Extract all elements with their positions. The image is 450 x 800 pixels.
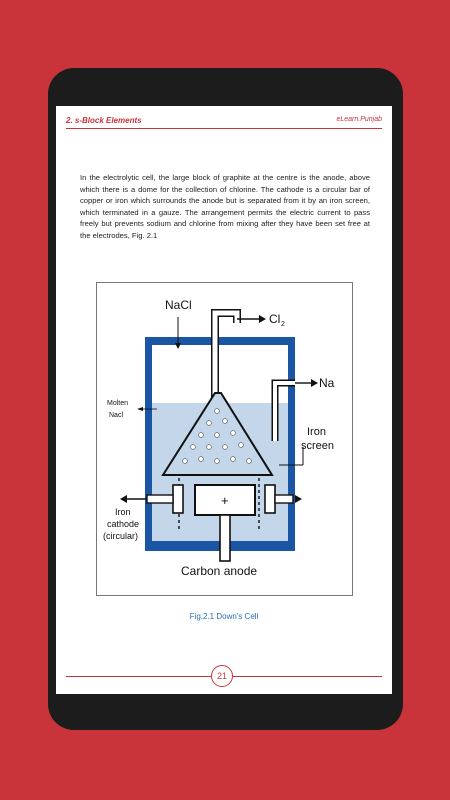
- page-number: 21: [211, 665, 233, 687]
- cathode-rod-left: [147, 495, 173, 503]
- label-iron-cathode-2: cathode: [107, 519, 140, 529]
- label-nacl: NaCl: [165, 298, 192, 312]
- chapter-title: 2. s-Block Elements: [66, 116, 142, 125]
- label-iron-screen-1: Iron: [307, 426, 326, 438]
- label-iron-cathode-3: (circular): [103, 531, 138, 541]
- body-paragraph: In the electrolytic cell, the large block of graphite at the centre is the anode, above which there is a dome for the collection of chlorine. The cathode is a circular bar of copper or iron which surrounds the anode but is separated from it by an iron screen, which terminated in a gauze. The arrangement permits the electric current to pass freely but prevents sodium and chlorine from mixing after they have been set free at the electrodes, Fig. 2.1: [80, 173, 370, 240]
- cl2-arrow-head: [259, 315, 266, 323]
- footer-line-right: [232, 676, 382, 677]
- label-plus: +: [221, 493, 229, 508]
- label-carbon-anode: Carbon anode: [181, 564, 258, 578]
- label-iron-screen-2: screen: [301, 440, 335, 452]
- downs-cell-diagram: [97, 283, 352, 595]
- anode-stem: [220, 515, 230, 561]
- label-iron-cathode-1: Iron: [115, 507, 131, 517]
- figure-caption: Fig.2.1 Down's Cell: [189, 612, 259, 621]
- cathode-arrow-head: [120, 495, 127, 503]
- label-molten: Molten: [107, 400, 129, 407]
- label-na: Na: [319, 376, 335, 390]
- cathode-right-arrow: [295, 495, 302, 503]
- document-page[interactable]: [56, 106, 392, 694]
- cathode-left: [173, 485, 183, 513]
- cathode-rod-right: [275, 495, 293, 503]
- brand-label: eLearn.Punjab: [336, 116, 382, 123]
- na-arrow-head: [311, 379, 318, 387]
- label-cl2-subscript: 2: [281, 321, 285, 328]
- header-divider: [66, 128, 382, 129]
- molten-arrow-head: [137, 407, 143, 411]
- figure-downs-cell: [96, 282, 353, 596]
- label-molten-nacl: Nacl: [109, 412, 124, 419]
- cathode-right: [265, 485, 275, 513]
- footer-line-left: [66, 676, 211, 677]
- label-cl2: Cl: [269, 312, 281, 326]
